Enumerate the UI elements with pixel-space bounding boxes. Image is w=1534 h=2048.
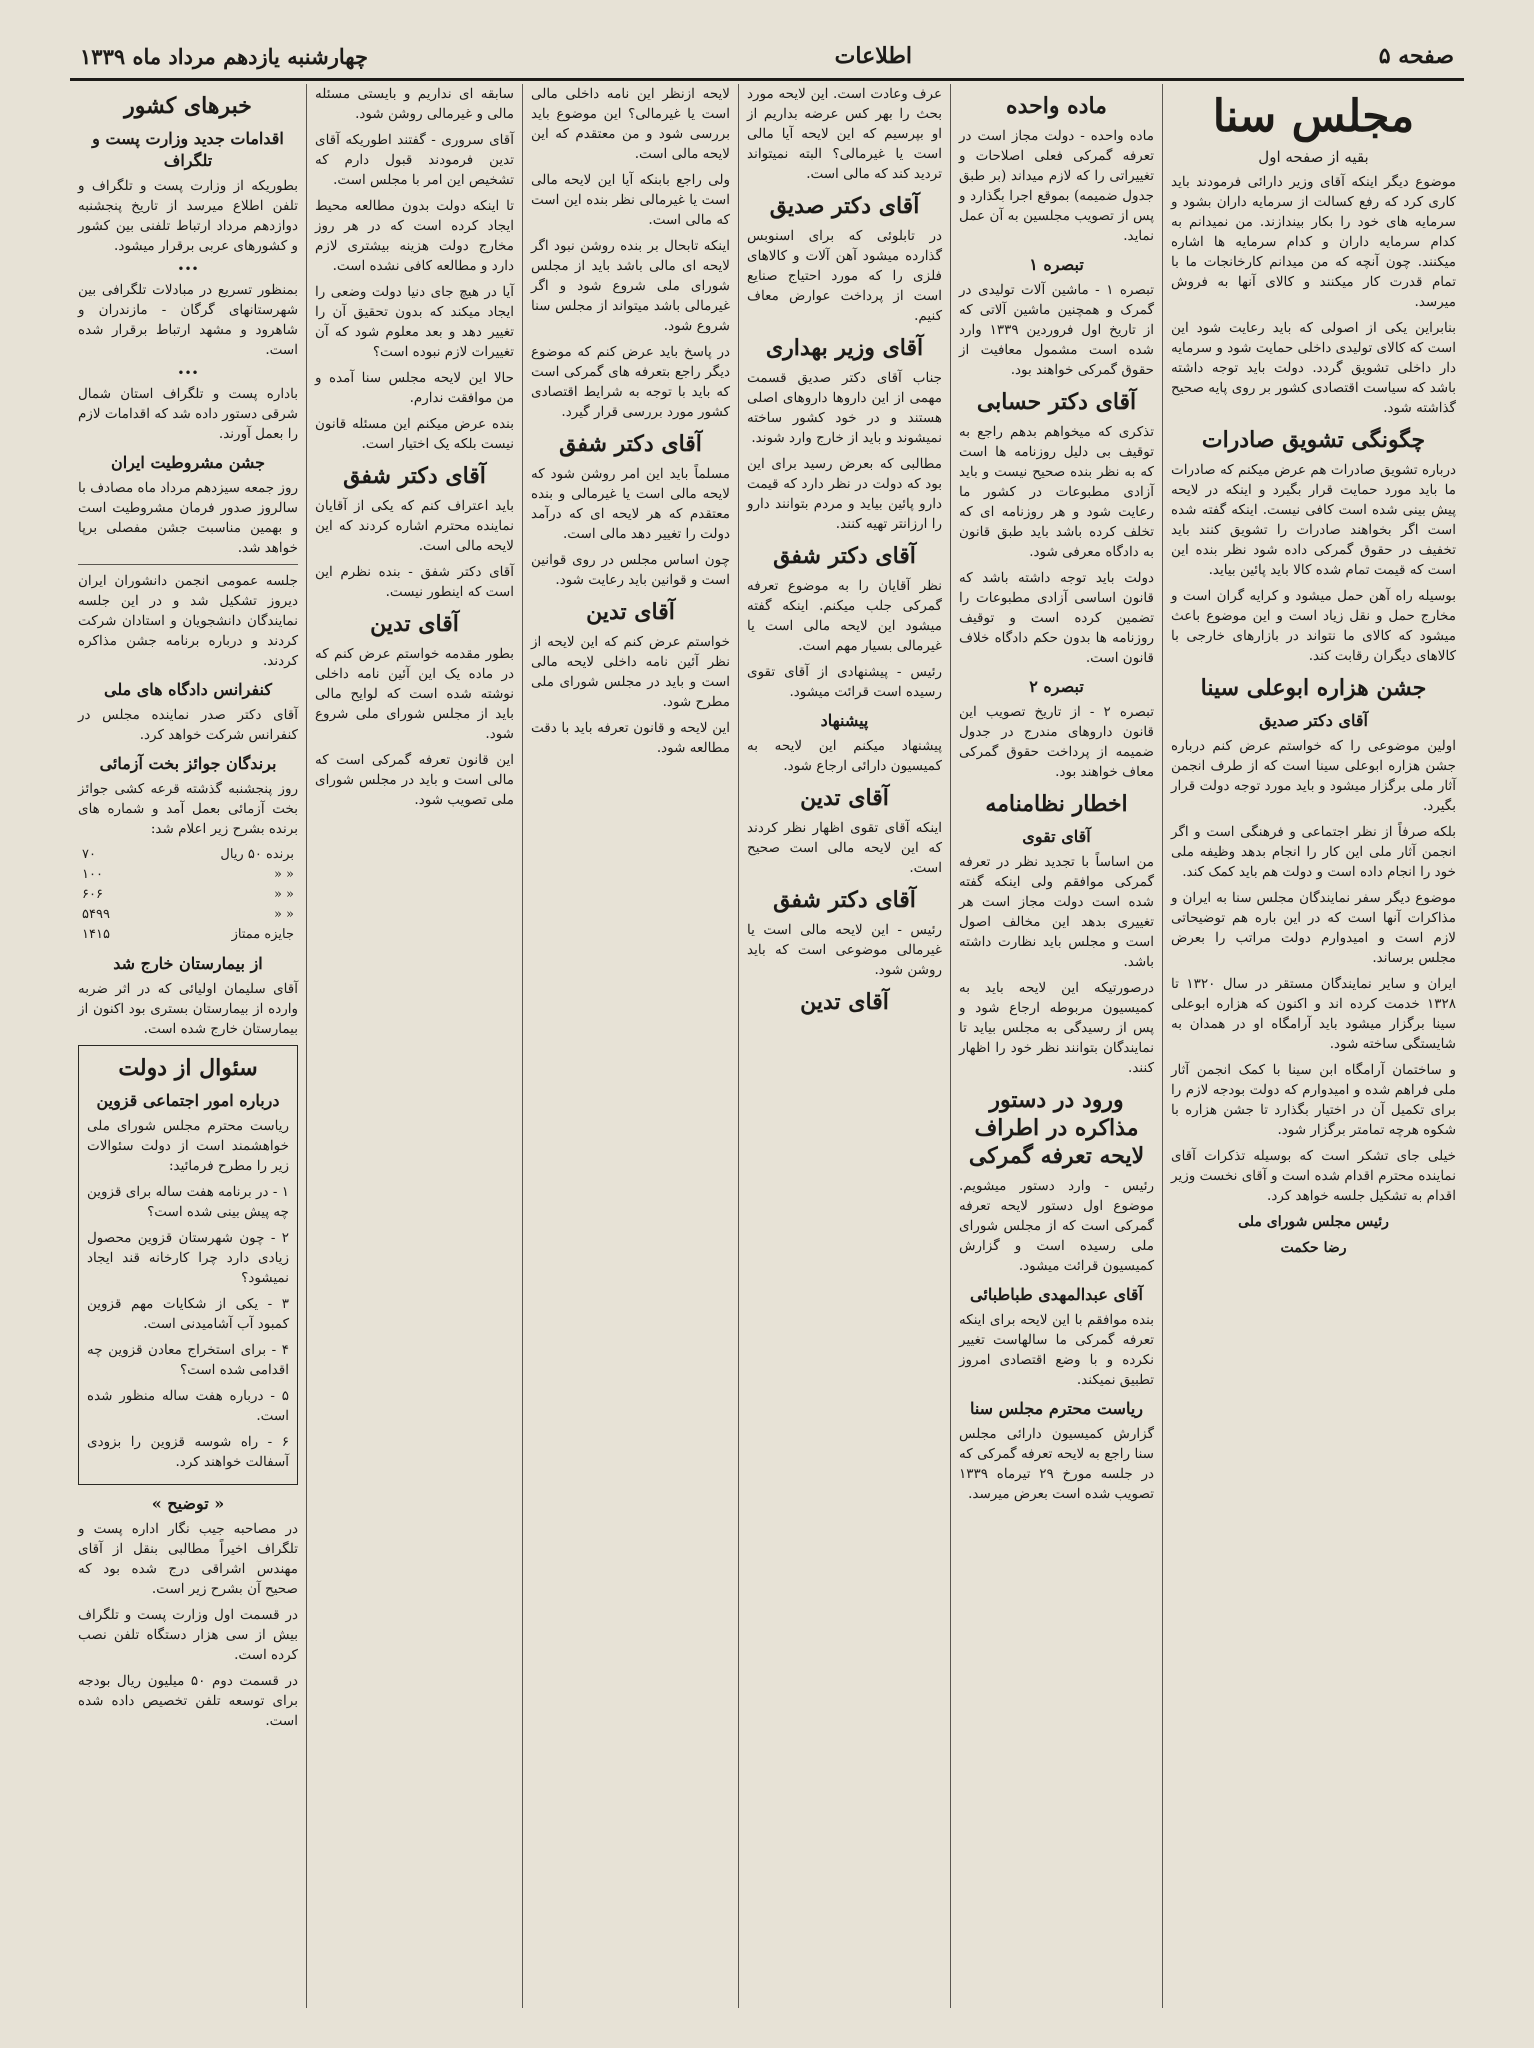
paragraph: حالا این لایحه مجلس سنا آمده و من موافقت ندارم. bbox=[315, 370, 514, 406]
paragraph: در قسمت دوم ۵۰ میلیون ریال بودجه برای توسعه تلفن تخصیص داده شده است. bbox=[78, 1673, 298, 1729]
lottery-label: برنده ۵۰ ریال bbox=[220, 847, 294, 862]
column-3 bbox=[522, 84, 738, 2008]
paragraph: ۲ - چون شهرستان قزوین محصول زیادی دارد چرا کارخانه قند ایجاد نمیشود؟ bbox=[87, 1230, 289, 1286]
paragraph: این قانون تعرفه گمرکی است که مالی است و باید در مجلس شورای ملی تصویب شود. bbox=[315, 752, 514, 808]
lottery-label: « « bbox=[273, 867, 294, 882]
president-heading: ریاست محترم مجلس سنا bbox=[969, 1399, 1144, 1418]
page-number: صفحه ۵ bbox=[1378, 43, 1454, 69]
paragraph: بنده موافقم با این لایحه برای اینکه تعرفه گمرکی ما سالهاست تغییر نکرده و با وضع اقتصادی امروز تطبیق نمیکند. bbox=[959, 1312, 1154, 1388]
paragraph: دولت باید توجه داشته باشد که قانون اساسی آزادی مطبوعات را تضمین کرده است و توقیف روزنامه ها بدون حکم دادگاه خلاف قانون است. bbox=[959, 570, 1154, 666]
bill-heading: ورود در دستور مذاکره در اطراف لایحه تعرفه گمرکی bbox=[968, 1087, 1145, 1169]
speaker-heading: آقای تدین bbox=[800, 989, 889, 1015]
speaker-heading: آقای دکتر شفق bbox=[343, 463, 486, 489]
speaker-heading: آقای تدین bbox=[800, 785, 889, 811]
paragraph: ۶ - راه شوسه قزوین را بزودی آسفالت خواهند کرد. bbox=[87, 1434, 289, 1470]
paragraph: ایران و سایر نمایندگان مستقر در سال ۱۳۲۰ تا ۱۳۲۸ خدمت کرده اند و اکنون که هزاره ابوعلی سینا برگزار میشود باید آرامگاه او در همدان به شایستگی ساخته شود. bbox=[1171, 976, 1456, 1052]
constitution-heading: جشن مشروطیت ایران bbox=[110, 453, 266, 472]
paragraph: جلسه عمومی انجمن دانشوران ایران دیروز تشکیل شد و در این جلسه نمایندگان دانشجویان و استادان شرکت کردند و درباره برنامه جشن مذاکره کردند. bbox=[78, 573, 298, 669]
paragraph: اینکه تابحال بر بنده روشن نبود اگر لایحه ای مالی باشد باید از مجلس شورای ملی شروع شود و اگر غیرمالی باشد میتواند از مجلس سنا شروع شود. bbox=[531, 238, 730, 334]
paragraph: بمنظور تسریع در مبادلات تلگرافی بین شهرستانهای گرگان - مازندران و شاهرود و مشهد ارتباط برقرار شده است. bbox=[78, 282, 298, 358]
speaker-heading: آقای دکتر صدیق bbox=[1259, 711, 1368, 730]
paragraph: بنده عرض میکنم این مسئله قانون نیست بلکه یک اختیار است. bbox=[315, 416, 514, 452]
proposal-heading: پیشنهاد bbox=[820, 711, 869, 730]
news-section-title: خبرهای کشور bbox=[124, 93, 252, 119]
paragraph: خواستم عرض کنم که این لایحه از نظر آئین نامه داخلی لایحه مالی است و باید در مجلس شورای ملی مطرح شود. bbox=[531, 634, 730, 710]
avicenna-heading: جشن هزاره ابوعلی سینا bbox=[1200, 675, 1427, 701]
question-box bbox=[78, 1045, 298, 1485]
question-heading: سئوال از دولت bbox=[118, 1055, 258, 1081]
column-4 bbox=[738, 84, 950, 2008]
paragraph: نظر آقایان را به موضوع تعرفه گمرکی جلب میکنم. اینکه گفته میشود این لایحه مالی است یا غیرمالی بسیار مهم است. bbox=[747, 578, 942, 654]
hospital-heading: از بیمارستان خارج شد bbox=[113, 954, 263, 973]
lottery-heading: برندگان جوائز بخت آزمائی bbox=[99, 754, 277, 773]
paragraph: تبصره ۱ - ماشین آلات تولیدی در گمرک و همچنین ماشین آلاتی که از تاریخ اول فروردین ۱۳۳۹ وارد شده است مشمول معافیت از حقوق گمرکی خواهند بود. bbox=[959, 282, 1154, 378]
column-senate bbox=[1162, 84, 1464, 2008]
paragraph: من اساساً با تجدید نظر در تعرفه گمرکی موافقم ولی اینکه گفته شده است دولت مجاز است هر تغییری بدهد این مخالف اصول است و مجلس باید نظارت داشته باشد. bbox=[959, 854, 1154, 970]
column-country-news bbox=[70, 84, 306, 2008]
continuation-note: بقیه از صفحه اول bbox=[1258, 148, 1369, 166]
signature-name: رضا حکمت bbox=[1280, 1240, 1347, 1256]
issue-date: چهارشنبه یازدهم مرداد ماه ۱۳۳۹ bbox=[80, 43, 368, 69]
paragraph: تذکری که میخواهم بدهم راجع به توقیف بی دلیل روزنامه ها است که به نظر بنده صحیح نیست و باید آزادی مطبوعات در کشور ما رعایت شود و هر روزنامه ای که تخلف کرده باشد باید طبق قانون به دادگاه معرفی شود. bbox=[959, 424, 1154, 560]
masthead bbox=[70, 34, 1464, 81]
minister-heading: آقای وزیر بهداری bbox=[765, 335, 924, 361]
speaker-heading: آقای عبدالمهدی طباطبائی bbox=[970, 1285, 1143, 1304]
senate-title: مجلس سنا bbox=[1212, 91, 1415, 142]
paragraph: آقای دکتر شفق - بنده نظرم این است که اینطور نیست. bbox=[315, 564, 514, 600]
article-heading: ماده واحده bbox=[1006, 93, 1107, 119]
column-5 bbox=[950, 84, 1162, 2008]
paragraph: درصورتیکه این لایحه باید به کمیسیون مربوطه ارجاع شود و پس از رسیدگی به مجلس بیاید تا نمایندگان بتوانند نظر خود را اظهار کنند. bbox=[959, 980, 1154, 1076]
paragraph: آیا در هیچ جای دنیا دولت وضعی را ایجاد میکند که بدون تحقیق آن را تغییر دهد و بعد معلوم شود که آن تغییرات لازم نبوده است؟ bbox=[315, 284, 514, 360]
speaker-heading: آقای دکتر صدیق bbox=[769, 193, 920, 219]
paragraph: در قسمت اول وزارت پست و تلگراف بیش از سی هزار دستگاه تلفن نصب کرده است. bbox=[78, 1607, 298, 1663]
speaker-heading: آقای دکتر حسابی bbox=[976, 389, 1137, 415]
paragraph: خیلی جای تشکر است که بوسیله تذکرات آقای نماینده محترم اقدام شده است و آقای نخست وزیر اقدام به تشکیل جلسه خواهد کرد. bbox=[1171, 1148, 1456, 1204]
speaker-heading: آقای تدین bbox=[586, 599, 675, 625]
table-row bbox=[78, 925, 298, 945]
paragraph: تبصره ۲ - از تاریخ تصویب این قانون داروهای مندرج در جدول ضمیمه از پرداخت حقوق گمرکی معاف خواهند بود. bbox=[959, 704, 1154, 780]
lottery-label: « « bbox=[273, 907, 294, 922]
speaker-heading: آقای تقوی bbox=[1022, 827, 1091, 846]
paragraph: ۵ - درباره هفت ساله منظور شده است. bbox=[87, 1388, 289, 1424]
paragraph: ولی راجع بابنکه آیا این لایحه مالی است یا غیرمالی نظر بنده این است که مالی است. bbox=[531, 172, 730, 228]
paragraph: لایحه ازنظر این نامه داخلی مالی است یا غیرمالی؟ این موضوع باید بررسی شود و من معتقدم که این لایحه مالی است. bbox=[531, 86, 730, 162]
paragraph: چون اساس مجلس در روی قوانین است و قوانین باید رعایت شود. bbox=[531, 552, 730, 588]
paragraph: جناب آقای دکتر صدیق قسمت مهمی از این داروها داروهای اصلی هستند و در خود کشور ساخته نمیشوند و باید از خارج وارد شوند. bbox=[747, 370, 942, 446]
paragraph: تا اینکه دولت بدون مطالعه محیط ایجاد کرده است که در هر روز مخارج دولت هزینه بیشتری لازم دارد و مطالعه کافی نشده است. bbox=[315, 198, 514, 274]
conference-heading: کنفرانس دادگاه های ملی bbox=[104, 680, 272, 699]
speaker-heading: آقای دکتر شفق bbox=[773, 543, 916, 569]
question-subheading: درباره امور اجتماعی قزوین bbox=[96, 1091, 280, 1110]
paragraph: بطور مقدمه خواستم عرض کنم که در ماده یک این آئین نامه داخلی نوشته شده است که لوایح مالی باید از مجلس شورای ملی شروع شود. bbox=[315, 646, 514, 742]
paragraph: موضوع دیگر اینکه آقای وزیر دارائی فرمودند باید کاری کرد که رفع کسالت از سرمایه داران بشود و سرمایه های خود را بکار بیندازند. من نمیدانم به کدام سرمایه داران و کدام سرمایه ها اشاره میکنند. چون آنچه که من میدانم کارخانجات ما با تمام قدرت کار میکنند و کالای آنها به فروش میرسد. bbox=[1171, 174, 1456, 310]
clarification-heading: « توضیح » bbox=[151, 1494, 225, 1513]
speaker-heading: آقای دکتر شفق bbox=[559, 431, 702, 457]
paragraph: آقای سلیمان اولیائی که در اثر ضربه وارده از بیمارستان بستری بود اکنون از بیمارستان خارج شده است. bbox=[78, 981, 298, 1037]
paragraph: گزارش کمیسیون دارائی مجلس سنا راجع به لایحه تعرفه گمرکی که در جلسه مورخ ۲۹ تیرماه ۱۳۳۹ تصویب شده است بعرض میرسد. bbox=[959, 1426, 1154, 1502]
paragraph: بنابراین یکی از اصولی که باید رعایت شود این است که کالای تولیدی داخلی حمایت شود و سرمایه دار داخلی تشویق گردد. دولت باید توجه داشته باشد که سیاست اقتصادی کشور بر روی پایه صحیح گذاشته شود. bbox=[1171, 320, 1456, 416]
lottery-number: ۶۰۶ bbox=[82, 887, 103, 902]
paragraph: در پاسخ باید عرض کنم که موضوع دیگر راجع بتعرفه های گمرکی است که باید با توجه به شرایط اقتصادی کشور مورد بررسی قرار گیرد. bbox=[531, 344, 730, 420]
paragraph: ماده واحده - دولت مجاز است در تعرفه گمرکی فعلی اصلاحات و تغییراتی را که لازم میداند (بر طبق جدول ضمیمه) بموقع اجرا بگذارد و پس از تصویب مجلسین به آن عمل نماید. bbox=[959, 128, 1154, 244]
divider bbox=[78, 564, 298, 565]
paragraph: عرف وعادت است. این لایحه مورد بحث را بهر کس عرضه بداریم از او بپرسیم که این لایحه آیا مالی است یا غیرمالی؟ البته نمیتواند تردید کند که مالی است. bbox=[747, 86, 942, 182]
note-heading: تبصره ۲ bbox=[1029, 677, 1084, 696]
paragraph: ۴ - برای استخراج معادن قزوین چه اقدامی شده است؟ bbox=[87, 1342, 289, 1378]
paragraph: روز جمعه سیزدهم مرداد ماه مصادف با سالروز صدور فرمان مشروطیت است و بهمین مناسبت جشن مفصلی برپا خواهد شد. bbox=[78, 480, 298, 556]
paragraph: اولین موضوعی را که خواستم عرض کنم درباره جشن هزاره ابوعلی سینا است که از طرف انجمن آثار ملی برگزار میشود و باید مورد توجه دولت قرار بگیرد. bbox=[1171, 738, 1456, 814]
lottery-label: جایزه ممتاز bbox=[231, 927, 294, 942]
paragraph: درباره تشویق صادرات هم عرض میکنم که صادرات ما باید مورد حمایت قرار بگیرد و اینکه در لایحه پیش بینی شده است کافی نیست. اینکه گفته شده است اگر بخواهند صادرات را تشویق کنند باید تخفیف در حقوق گمرکی داده شود نظر بنده این است که قیمت تمام شده کالا باید پائین بیاید. bbox=[1171, 462, 1456, 578]
speaker-heading: آقای تدین bbox=[370, 611, 459, 637]
separator: ••• bbox=[177, 262, 199, 276]
paragraph: رئیس - وارد دستور میشویم. موضوع اول دستور لایحه تعرفه گمرکی است که از مجلس شورای ملی رسیده است و گزارش کمیسیون قرائت میشود. bbox=[959, 1178, 1154, 1274]
paragraph: رئیس - این لایحه مالی است یا غیرمالی موضوعی است که باید روشن شود. bbox=[747, 922, 942, 978]
paragraph: پیشنهاد میکنم این لایحه به کمیسیون دارائی ارجاع شود. bbox=[747, 738, 942, 774]
paragraph: در مصاحبه جیب نگار اداره پست و تلگراف اخیراً مطالبی بنقل از آقای مهندس اشراقی درج شده بود که صحیح آن بشرح زیر است. bbox=[78, 1521, 298, 1597]
export-heading: چگونگی تشویق صادرات bbox=[1201, 427, 1426, 453]
ministry-heading: اقدامات جدید وزارت پست و تلگراف bbox=[92, 129, 284, 170]
regulations-heading: اخطار نظامنامه bbox=[985, 791, 1128, 817]
paragraph: ریاست محترم مجلس شورای ملی خواهشمند است از دولت سئوالات زیر را مطرح فرمائید: bbox=[87, 1118, 289, 1174]
table-row bbox=[78, 905, 298, 925]
paragraph: آقای سروری - گفتند اطوریکه آقای تدین فرمودند قبول دارم که تشخیص این امر با مجلس است. bbox=[315, 132, 514, 188]
paragraph: در تابلوئی که برای اسنوبس گذارده میشود آهن آلات و کالاهای فلزی را که مورد احتیاج صنایع است از پرداخت عوارض معاف کنیم. bbox=[747, 228, 942, 324]
paragraph: باید اعتراف کنم که یکی از آقایان نماینده محترم اشاره کردند که این لایحه مالی است. bbox=[315, 498, 514, 554]
table-row bbox=[78, 845, 298, 865]
separator: ••• bbox=[177, 366, 199, 380]
paragraph: این لایحه و قانون تعرفه باید با دقت مطالعه شود. bbox=[531, 720, 730, 756]
paragraph: ۳ - یکی از شکایات مهم قزوین کمبود آب آشامیدنی است. bbox=[87, 1296, 289, 1332]
paragraph: بلکه صرفاً از نظر اجتماعی و فرهنگی است و اگر انجمن آثار ملی این کار را انجام بدهد وظیفه ملی خود را انجام داده است و دولت هم باید کمک کند. bbox=[1171, 824, 1456, 880]
column-2 bbox=[306, 84, 522, 2008]
paragraph: باداره پست و تلگراف استان شمال شرقی دستور داده شد که اقدامات لازم را بعمل آورند. bbox=[78, 386, 298, 442]
paragraph: و ساختمان آرامگاه ابن سینا با کمک انجمن آثار ملی فراهم شده و امیدوارم که دولت بودجه لازم را برای تکمیل آن در اختیار بگذارد تا جشن هزاره با شکوه هرچه تمامتر برگزار شود. bbox=[1171, 1062, 1456, 1138]
lottery-number: ۱۴۱۵ bbox=[82, 927, 110, 942]
paragraph: مسلماً باید این امر روشن شود که لایحه مالی است یا غیرمالی و بنده معتقدم که هر لایحه ای که درآمد دولت را تغییر دهد مالی است. bbox=[531, 466, 730, 542]
speaker-heading: آقای دکتر شفق bbox=[773, 887, 916, 913]
signature-label: رئیس مجلس شورای ملی bbox=[1238, 1214, 1389, 1230]
article-columns bbox=[70, 84, 1464, 2008]
paragraph: روز پنجشنبه گذشته قرعه کشی جوائز بخت آزمائی بعمل آمد و شماره های برنده بشرح زیر اعلام شد: bbox=[78, 781, 298, 837]
paragraph: بطوریکه از وزارت پست و تلگراف و تلفن اطلاع میرسد از تاریخ پنجشنبه دوازدهم مرداد ارتباط تلفنی بین کشور و کشورهای عربی برقرار میشود. bbox=[78, 178, 298, 254]
lottery-number: ۱۰۰ bbox=[82, 867, 103, 882]
paragraph: مطالبی که بعرض رسید برای این بود که دولت در نظر دارد که قیمت دارو پائین بیاید و مردم بتوانند دارو را ارزانتر تهیه کنند. bbox=[747, 456, 942, 532]
paragraph: آقای دکتر صدر نماینده مجلس در کنفرانس شرکت خواهد کرد. bbox=[78, 707, 298, 743]
paragraph: اینکه آقای تقوی اظهار نظر کردند که این لایحه مالی است صحیح است. bbox=[747, 820, 942, 876]
paragraph: موضوع دیگر سفر نمایندگان مجلس سنا به ایران و مذاکرات آنها است که در این باره هم توضیحاتی لازم است و امیدوارم دولت مراتب را بعرض مجلس برساند. bbox=[1171, 890, 1456, 966]
table-row bbox=[78, 885, 298, 905]
paragraph: ۱ - در برنامه هفت ساله برای قزوین چه پیش بینی شده است؟ bbox=[87, 1184, 289, 1220]
newspaper-name: اطلاعات bbox=[834, 43, 912, 69]
lottery-label: « « bbox=[273, 887, 294, 902]
table-row bbox=[78, 865, 298, 885]
lottery-table bbox=[78, 845, 298, 945]
paragraph: رئیس - پیشنهادی از آقای تقوی رسیده است قرائت میشود. bbox=[747, 664, 942, 700]
paragraph: سابقه ای نداریم و بایستی مسئله مالی و غیرمالی روشن شود. bbox=[315, 86, 514, 122]
lottery-number: ۵۴۹۹ bbox=[82, 907, 110, 922]
paragraph: بوسیله راه آهن حمل میشود و کرایه گران است و مخارج حمل و نقل زیاد است و این موضوع باعث میشود که کالای ما نتواند در بازارهای خارجی با کالاهای دیگران رقابت کند. bbox=[1171, 588, 1456, 664]
lottery-number: ۷۰ bbox=[82, 847, 96, 862]
note-heading: تبصره ۱ bbox=[1029, 255, 1084, 274]
